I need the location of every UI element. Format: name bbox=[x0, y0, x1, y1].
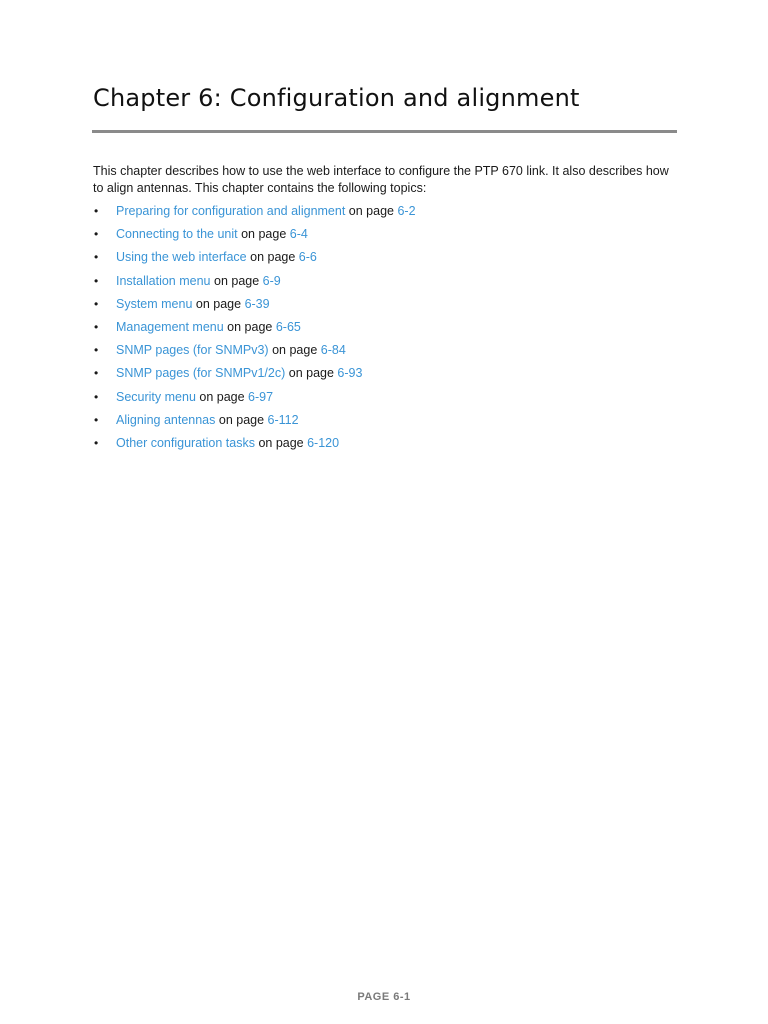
page-ref-link[interactable]: 6-120 bbox=[307, 435, 340, 450]
list-item bbox=[93, 317, 416, 340]
title-divider bbox=[92, 130, 677, 133]
topic-link[interactable]: SNMP pages (for SNMPv1/2c) bbox=[116, 366, 286, 381]
topic-link[interactable]: Other configuration tasks bbox=[116, 435, 255, 450]
topic-link[interactable]: SNMP pages (for SNMPv3) bbox=[116, 343, 269, 358]
on-page-text: on page bbox=[223, 319, 276, 334]
page-ref-link[interactable]: 6-39 bbox=[244, 296, 270, 311]
bullet-icon: • bbox=[94, 435, 99, 450]
on-page-text: on page bbox=[210, 273, 263, 288]
list-item bbox=[93, 410, 416, 433]
page-ref-link[interactable]: 6-65 bbox=[275, 319, 301, 334]
page-number-footer: PAGE 6-1 bbox=[357, 991, 411, 1003]
bullet-icon: • bbox=[94, 204, 99, 218]
bullet-icon: • bbox=[94, 273, 99, 288]
page-ref-link[interactable]: 6-4 bbox=[289, 227, 308, 242]
page-ref-link[interactable]: 6-93 bbox=[337, 366, 363, 381]
topic-link[interactable]: Management menu bbox=[116, 319, 224, 334]
bullet-icon: • bbox=[94, 250, 99, 265]
on-page-text: on page bbox=[237, 227, 290, 242]
bullet-icon: • bbox=[94, 343, 99, 358]
page-ref-link[interactable]: 6-9 bbox=[262, 273, 281, 288]
list-item bbox=[93, 363, 416, 386]
bullet-icon: • bbox=[94, 389, 99, 404]
topic-link[interactable]: Aligning antennas bbox=[116, 412, 216, 427]
on-page-text: on page bbox=[215, 412, 268, 427]
topic-link[interactable]: System menu bbox=[116, 296, 193, 311]
on-page-text: on page bbox=[254, 435, 308, 450]
bullet-icon: • bbox=[94, 366, 99, 381]
list-item bbox=[93, 387, 416, 410]
page-ref-link[interactable]: 6-97 bbox=[248, 389, 274, 404]
list-item bbox=[93, 247, 416, 270]
topic-link[interactable]: Security menu bbox=[116, 389, 196, 404]
on-page-text: on page bbox=[246, 250, 299, 265]
on-page-text: on page bbox=[285, 366, 338, 381]
on-page-text: on page bbox=[195, 389, 249, 404]
page-ref-link[interactable]: 6-84 bbox=[320, 343, 346, 358]
topic-link[interactable]: Preparing for configuration and alignment bbox=[116, 204, 346, 218]
list-item bbox=[93, 224, 416, 247]
topic-link[interactable]: Installation menu bbox=[116, 273, 211, 288]
page-ref-link[interactable]: 6-112 bbox=[267, 412, 299, 427]
page-ref-link[interactable]: 6-2 bbox=[397, 204, 416, 218]
list-item bbox=[93, 294, 416, 317]
intro-paragraph: This chapter describes how to use the web interface to configure the PTP 670 link. It also describes how to align antennas. This chapter contains the following topics: bbox=[93, 164, 669, 195]
list-item bbox=[93, 340, 416, 363]
list-item bbox=[93, 201, 416, 224]
page-title: Chapter 6: Configuration and alignment bbox=[93, 84, 580, 112]
bullet-icon: • bbox=[94, 296, 99, 311]
topic-link[interactable]: Using the web interface bbox=[116, 250, 247, 265]
on-page-text: on page bbox=[268, 343, 321, 358]
page-ref-link[interactable]: 6-6 bbox=[298, 250, 317, 265]
bullet-icon: • bbox=[94, 227, 99, 242]
bullet-icon: • bbox=[94, 412, 99, 427]
bullet-icon: • bbox=[94, 319, 99, 334]
topic-list bbox=[93, 201, 416, 456]
list-item bbox=[93, 433, 416, 456]
on-page-text: on page bbox=[345, 204, 398, 218]
list-item bbox=[93, 271, 416, 294]
on-page-text: on page bbox=[192, 296, 245, 311]
topic-link[interactable]: Connecting to the unit bbox=[116, 227, 238, 242]
